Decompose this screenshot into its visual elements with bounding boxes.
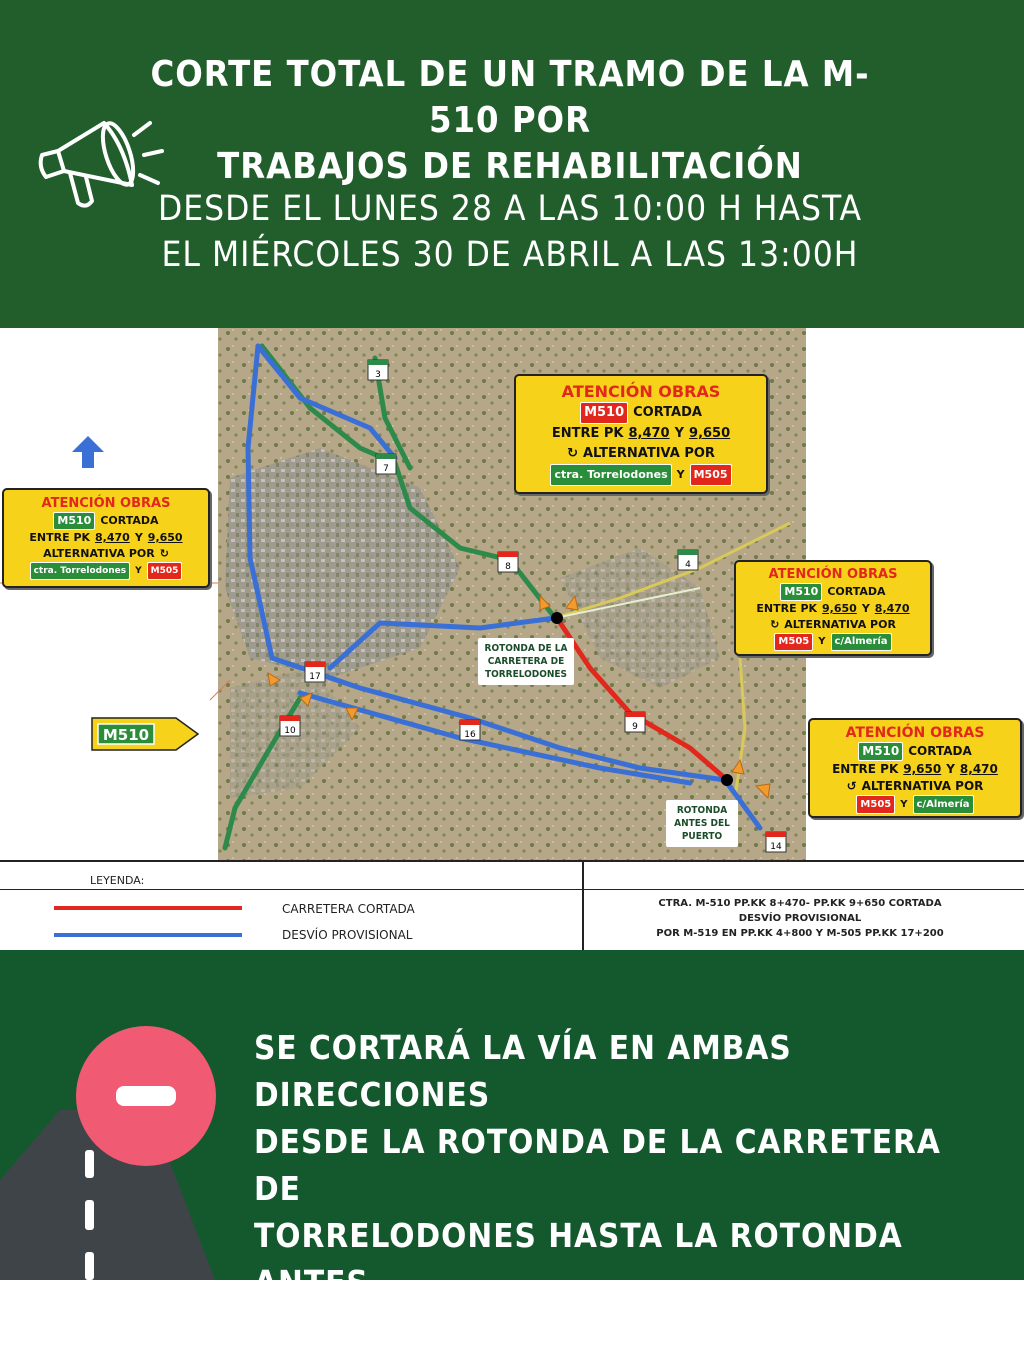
title-line-2: TRABAJOS DE REHABILITACIÓN bbox=[217, 146, 803, 187]
svg-text:4: 4 bbox=[685, 560, 691, 570]
svg-text:M510: M510 bbox=[102, 726, 150, 744]
sign-right-1: ATENCIÓN OBRAS M510 CORTADA ENTRE PK 9,650 Y 8,470 ↻ ALTERNATIVA POR M505 Y c/Almería bbox=[734, 560, 932, 656]
no-entry-icon bbox=[0, 1010, 240, 1280]
legend-cut-line bbox=[54, 906, 242, 910]
pk-marker-10 bbox=[280, 716, 300, 736]
legend-detour-label: DESVÍO PROVISIONAL bbox=[282, 928, 413, 942]
roundabout-icon: ↻ bbox=[770, 618, 780, 631]
date-range bbox=[150, 186, 870, 278]
divider bbox=[582, 860, 584, 950]
svg-text:17: 17 bbox=[309, 672, 321, 682]
map-section bbox=[0, 328, 1024, 860]
footer-banner bbox=[0, 950, 1024, 1349]
divider bbox=[0, 860, 1024, 862]
header-banner bbox=[0, 0, 1024, 328]
page-title bbox=[130, 52, 890, 190]
svg-text:3: 3 bbox=[375, 370, 381, 380]
svg-text:9: 9 bbox=[632, 722, 638, 732]
svg-text:16: 16 bbox=[464, 730, 476, 740]
roundabout-icon: ↻ bbox=[567, 446, 578, 461]
divider bbox=[0, 889, 1024, 890]
legend-cut-label: CARRETERA CORTADA bbox=[282, 902, 415, 916]
legend-detour-line bbox=[54, 933, 242, 937]
sign-right-2: ATENCIÓN OBRAS M510 CORTADA ENTRE PK 9,650 Y 8,470 ↺ ALTERNATIVA POR M505 Y c/Almería bbox=[808, 718, 1022, 818]
roundabout-icon: ↻ bbox=[159, 547, 169, 560]
pk-marker-14 bbox=[766, 832, 786, 852]
pk-marker-9 bbox=[625, 712, 645, 732]
roundabout-icon: ↺ bbox=[846, 779, 857, 793]
pk-marker-16 bbox=[460, 720, 480, 740]
legend bbox=[0, 860, 1024, 950]
sign-top: ATENCIÓN OBRAS M510 CORTADA ENTRE PK 8,470 Y 9,650 ↻ ALTERNATIVA POR ctra. Torrelodones Y M505 bbox=[514, 374, 768, 494]
date-line-1: DESDE EL LUNES 28 A LAS 10:00 H HASTA bbox=[157, 189, 863, 229]
pk-marker-4 bbox=[678, 550, 698, 570]
title-line-1: CORTE TOTAL DE UN TRAMO DE LA M-510 POR bbox=[150, 54, 870, 141]
svg-text:8: 8 bbox=[505, 562, 511, 572]
label-rotonda-puerto: ROTONDA ANTES DEL PUERTO bbox=[666, 800, 738, 847]
label-rotonda-torrelodones: ROTONDA DE LA CARRETERA DE TORRELODONES bbox=[478, 638, 574, 685]
svg-text:7: 7 bbox=[383, 464, 389, 474]
legend-info: CTRA. M-510 PP.KK 8+470- PP.KK 9+650 CORTADA DESVÍO PROVISIONAL POR M-519 EN PP.KK 4+800 Y M-505 PP.KK 17+200 bbox=[656, 898, 944, 939]
pk-marker-8 bbox=[498, 552, 518, 572]
pk-marker-17 bbox=[305, 662, 325, 682]
legend-title: LEYENDA: bbox=[90, 874, 145, 887]
m510-marker-sign bbox=[92, 718, 198, 750]
closure-description: SE CORTARÁ LA VÍA EN AMBAS DIRECCIONES DESDE LA ROTONDA DE LA CARRETERA DE TORRELODONES HASTA LA ROTONDA ANTES DE EMPEZAR EL PUERTO bbox=[254, 1028, 941, 1349]
date-line-2: EL MIÉRCOLES 30 DE ABRIL A LAS 13:00H bbox=[161, 235, 859, 275]
svg-text:14: 14 bbox=[770, 842, 782, 852]
pk-marker-3 bbox=[368, 360, 388, 380]
sign-left: ATENCIÓN OBRAS M510 CORTADA ENTRE PK 8,470 Y 9,650 ALTERNATIVA POR ↻ ctra. Torrelodones Y M505 bbox=[2, 488, 210, 588]
north-arrow-icon bbox=[72, 436, 104, 468]
svg-text:10: 10 bbox=[284, 726, 296, 736]
pk-marker-7 bbox=[376, 454, 396, 474]
